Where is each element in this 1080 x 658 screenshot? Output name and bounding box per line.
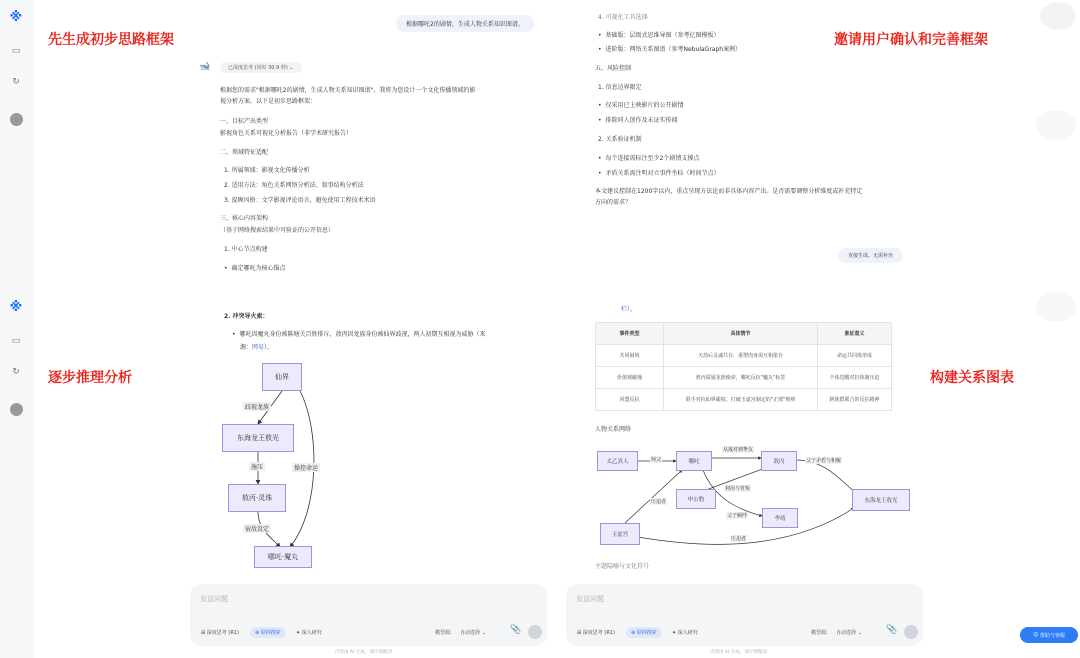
network-title: 人物关系网络 <box>595 426 632 433</box>
deep-research-toggle[interactable]: ✦ 深入研究 <box>672 630 698 636</box>
bullet-item: • 仅采用已上映影片的公开剧情 <box>598 101 684 110</box>
section-title: 五、风险控制 <box>595 65 632 72</box>
graph-node[interactable]: 敖丙·灵珠 <box>228 484 286 512</box>
help-icon: ☺ <box>1033 632 1040 638</box>
list-item: 4. 可视化工具选择 <box>598 14 648 21</box>
table-cell: 跨族群联合的反抗精神 <box>818 389 892 411</box>
network-edge-label: 师父 <box>651 457 662 463</box>
table-cell: 敖丙质疑龙族使命，哪吒反抗"魔丸"标签 <box>664 367 818 389</box>
source-prefix: 源： <box>240 344 253 351</box>
table-row <box>596 345 892 367</box>
list-item: 1. 中心节点构建 <box>224 246 268 253</box>
network-edge-label: 从敌对到挚友 <box>723 447 754 453</box>
network-node[interactable]: 申公豹 <box>676 489 716 509</box>
network-node[interactable]: 哪吒 <box>676 451 712 471</box>
events-table <box>595 322 892 411</box>
chip-label: 深入研究 <box>301 630 322 636</box>
table-cell: 命运共同体形成 <box>818 345 892 367</box>
model-label: 模型源: <box>435 630 452 636</box>
network-node[interactable]: 东海龙王敖光 <box>852 489 910 511</box>
deep-think-toggle[interactable]: ⊞ 深度思考 (R1) <box>201 630 239 636</box>
list-item: 3. 提顾风格：文学影视评论语言，避免使用工程技术术语 <box>224 197 376 204</box>
chip-label: 深入研究 <box>677 630 698 636</box>
network-edge-label: 压迫者 <box>651 499 667 505</box>
attach-icon[interactable]: 📎 <box>886 625 898 635</box>
help-label: 帮助与客服 <box>1039 632 1065 639</box>
table-row <box>596 367 892 389</box>
deep-research-toggle[interactable]: ✦ 深入研究 <box>296 630 322 636</box>
bullet-item: • 确定哪吒为核心锚点 <box>224 264 286 273</box>
left-rail-top <box>0 0 34 290</box>
refresh-icon[interactable]: ↻ <box>12 77 20 87</box>
left-rail-bottom <box>0 290 34 658</box>
link-fragment[interactable]: 栏）。 <box>621 306 637 313</box>
annotation-q3: 逐步推理分析 <box>48 370 132 386</box>
table-cell: 共同困境 <box>596 345 664 367</box>
table-cell: 同盟反抗 <box>596 389 664 411</box>
model-select[interactable]: 自动选择 ⌄ <box>836 630 862 636</box>
thinking-chip[interactable]: 已深度思考 (用时 30.9 秒) ⌄ <box>220 62 302 73</box>
table-header-row <box>596 323 892 345</box>
network-edge-label: 父子矛盾与和解 <box>806 458 842 464</box>
bullet-item: • 矛盾关系需注明对立事件坐标（时间节点） <box>598 169 720 178</box>
graph-node[interactable]: 东海龙王敖光 <box>222 424 294 452</box>
ai-footnote: 内容由 AI 生成，请仔细甄别 <box>710 650 767 655</box>
section-title: 主题隐喻与文化符号 <box>595 563 650 570</box>
avatar-icon[interactable] <box>10 113 23 126</box>
annotation-q2: 邀请用户确认和完善框架 <box>834 32 988 48</box>
user-message-bubble: 根据哪吒2的剧情，生成人物关系知识图谱。 <box>396 15 534 32</box>
list-item: 2. 适用方法：角色关系网络分析法、叙事结构分析法 <box>224 182 364 189</box>
network-node[interactable]: 敖丙 <box>761 451 797 471</box>
source-link[interactable]: 网易 <box>252 344 265 351</box>
closing-line: 本文建议控制在1200字以内，重点呈现方法论而非具体内容产出。是否需要调整分析维度或补充特定 <box>595 188 863 195</box>
network-node[interactable]: 李靖 <box>762 508 798 528</box>
chip-label: 联网搜索 <box>260 630 281 636</box>
floating-widget[interactable] <box>1040 2 1076 30</box>
bullet-item: • 进阶版：网络关系图谱（参考NebulaGraph案例） <box>598 45 741 54</box>
list-item: 1. 所属领域：影视文化传播分析 <box>224 167 310 174</box>
column-header: 具体情节 <box>664 323 818 345</box>
list-item: 2. 关系验证机制 <box>598 136 642 143</box>
chat-input-panel-right[interactable] <box>566 584 923 646</box>
app-logo-icon[interactable]: ※ <box>9 10 23 25</box>
table-cell: 天劫后灵魂共存，重塑肉身需互相依存 <box>664 345 818 367</box>
section-title: 一、目标产出类型 <box>220 118 269 125</box>
annotation-q4: 构建关系图表 <box>930 370 1014 386</box>
source-suffix: ）。 <box>264 344 274 351</box>
panel-toggle-icon[interactable]: ▭ <box>11 336 21 346</box>
chip-label: 深度思考 (R1) <box>206 630 239 636</box>
panel-toggle-icon[interactable]: ▭ <box>11 46 21 56</box>
column-header: 事件类型 <box>596 323 664 345</box>
chip-label: 深度思考 (R1) <box>582 630 615 636</box>
bullet-continuation <box>240 343 273 352</box>
ai-footnote: 内容由 AI 生成，请仔细甄别 <box>335 650 392 655</box>
send-button[interactable] <box>904 625 918 639</box>
graph-node[interactable]: 仙界 <box>262 363 302 391</box>
chip-label: 联网搜索 <box>636 630 657 636</box>
bullet-item: • 排除同人创作及未证实传闻 <box>598 116 678 125</box>
graph-edge-label: 操控命运 <box>294 465 319 472</box>
model-label: 模型源: <box>811 630 828 636</box>
chat-input[interactable]: 发送问题 <box>200 595 228 603</box>
graph-node[interactable]: 哪吒·魔丸 <box>254 546 312 568</box>
graph-edge-label: 宿敌设定 <box>245 526 270 533</box>
section-sub: （基于网络搜索结果中可验证的公开信息） <box>220 227 335 234</box>
bullet-item: • 哪吒因魔丸身份被陈塘关百姓排斥，敖丙因龙族身份被仙界歧视，两人初期互相视为威胁（来 <box>232 330 486 339</box>
assistant-icon: 🐋 <box>199 62 211 72</box>
table-cell: 联手对抗仙界霸权，打破玉虚宫制定的"正邪"规则 <box>664 389 818 411</box>
floating-widget <box>1036 110 1076 140</box>
graph-edge-label: 施压 <box>251 464 264 471</box>
network-node[interactable]: 玉虚宫 <box>600 523 640 545</box>
conflict-graph-edges <box>200 360 360 570</box>
network-node[interactable]: 太乙真人 <box>597 451 638 471</box>
deep-think-toggle[interactable]: ⊞ 深度思考 (R1) <box>577 630 615 636</box>
app-logo-icon[interactable]: ※ <box>9 300 23 315</box>
list-item: 1. 信息边界限定 <box>598 84 642 91</box>
chat-input[interactable]: 发送问题 <box>576 595 604 603</box>
network-edge-label: 压迫者 <box>731 536 747 542</box>
avatar-icon[interactable] <box>10 403 23 416</box>
closing-line: 方向的需求？ <box>595 199 632 206</box>
network-edge-label: 利用与背叛 <box>725 486 751 492</box>
quick-reply-button[interactable]: 直接生成、无需补充 <box>838 248 903 263</box>
refresh-icon[interactable]: ↻ <box>12 367 20 377</box>
section-body: 影视角色关系可视化分析报告（非学术研究报告） <box>220 130 353 137</box>
intro-line: 视分析方案。以下是初步思路框架： <box>220 98 317 105</box>
model-select[interactable]: 自动选择 ⌄ <box>460 630 486 636</box>
table-cell: 个体觉醒对抗体制压迫 <box>818 367 892 389</box>
list-item: 2. 冲突导火索： <box>224 313 269 320</box>
send-button[interactable] <box>528 625 542 639</box>
bullet-item: • 每个连接需标注至少2个剧情支撑点 <box>598 154 699 163</box>
floating-widget <box>1036 292 1076 322</box>
network-edge-label: 父子羁绊 <box>727 513 748 519</box>
attach-icon[interactable]: 📎 <box>510 625 522 635</box>
web-search-toggle[interactable]: ⊕ 联网搜索 <box>626 627 662 638</box>
graph-edge-label: 歧视龙族 <box>245 404 270 411</box>
table-row <box>596 389 892 411</box>
help-button[interactable] <box>1020 627 1078 643</box>
annotation-q1: 先生成初步思路框架 <box>48 32 174 48</box>
intro-line: 根据您的需求"根据哪吒2的剧情，生成人物关系知识图谱"，我将为您设计一个文化传播领域的影 <box>220 87 476 94</box>
web-search-toggle[interactable]: ⊕ 联网搜索 <box>250 627 286 638</box>
table-cell: 价值观碰撞 <box>596 367 664 389</box>
column-header: 象征意义 <box>818 323 892 345</box>
chat-input-panel-left[interactable] <box>190 584 547 646</box>
section-title: 三、核心内容架构 <box>220 215 269 222</box>
bullet-item: • 基础版：层级式思维导图（参考亿图模板） <box>598 31 720 40</box>
section-title: 二、领域特征适配 <box>220 149 269 156</box>
